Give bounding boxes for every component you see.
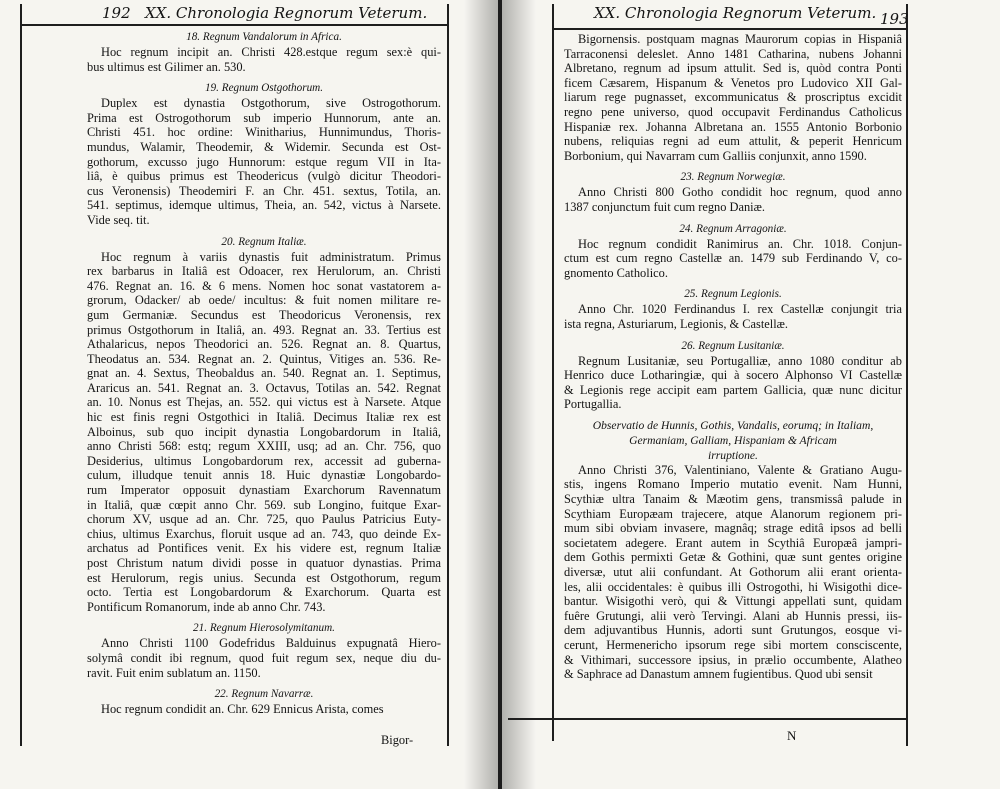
observatio-heading [564, 418, 902, 463]
catchword: Bigor- [381, 733, 414, 747]
section-body [564, 354, 902, 412]
right-margin-rule [447, 4, 449, 746]
text-line: Anno Christi 376, Valentiniano, Valente & Gratiano Augu- [578, 462, 902, 477]
section-title: 21. Regnum Hierosolymitanum. [193, 622, 335, 635]
text-line: dem Gothis permixti Getæ & Gothini, quæ sunt gentes origine [564, 550, 902, 565]
text-line: Henrico duce Lotharingiæ, qui à socero Alphonso VI Castellæ [564, 368, 902, 383]
text-line: Desiderius, ultimus Longobardorum rex, accessit ad guberna- [87, 453, 441, 468]
text-line: Hoc regnum condidit an. Chr. 629 Ennicus Arista, comes [101, 702, 384, 717]
text-line: nubens, reliquias regni ad eum attulit, & peperit Henricum [564, 134, 902, 149]
text-line: liarum rege pugnasset, excommunicatus & proscriptus excidit [564, 90, 902, 105]
text-line: Araricus an. 541. Regnat an. 3. Octavus, Totilas an. 542. Regnat [87, 380, 441, 395]
text-line: liâ, è quibus primus est Theodericus (vulgò dicitur Theodori- [87, 169, 441, 184]
text-line: Athalaricus, nepos Theodorici an. 526. Regnat an. 8. Quartus, [87, 337, 441, 352]
text-line: solymâ condit ibi regnum, quod fuit regum sex, neque diu du- [87, 650, 441, 665]
text-line: mum sibi obviam invasere, magnâq; strage editâ ipsos ad belli [564, 521, 902, 536]
text-line: Vide seq. tit. [87, 212, 150, 227]
text-line: octo. Tertia est Longobardorum & Exarchorum. Quarta est [87, 585, 441, 600]
text-line: bus ultimus est Gilimer an. 530. [87, 59, 246, 74]
text-line: Borbonium, qui Navarram cum Galliis conjunxit, anno 1590. [564, 148, 867, 163]
section-body [564, 32, 902, 163]
text-line: regno pene universo, quod occupavit Ferdinandus Catholicus [564, 104, 902, 119]
section-body [87, 96, 441, 227]
section-body [87, 702, 441, 717]
left-margin-rule [20, 4, 22, 746]
left-margin-rule [552, 4, 554, 741]
text-line: 541. septimus, idemque ultimus, Theia, an. 542, victus à Narsete. [87, 198, 441, 213]
section-title: 25. Regnum Legionis. [684, 288, 782, 301]
section-title: 19. Regnum Ostgothorum. [204, 82, 324, 95]
page-number: 193 [880, 10, 909, 28]
text-line: gothorum, excusso jugo Hunnorum: estque regum VII in Ita- [87, 154, 441, 169]
text-line: an. 10. Nonus est Thejas, an. 552. qui victus est à Narsete. Atque [87, 395, 441, 410]
text-line: rex barbarus in Italiâ est Odoacer, rex Herulorum, an. Christi [87, 264, 441, 279]
text-line: gnat an. 4. Sextus, Theobaldus an. 540. Regnat an. 1. Septimus, [87, 366, 441, 381]
text-line: Pontificum Romanorum, inde ab anno Chr. 743. [87, 599, 326, 614]
text-line: rum Imperator opposuit dynastiam Exarchorum Ravennatum [87, 483, 441, 498]
text-line: Scythiæ ultra Tanaim & Mæotim gens, transmissâ palude in [564, 492, 902, 507]
text-line: ravit. Fuit enim sublatum an. 1150. [87, 665, 261, 680]
gutter-shadow [502, 0, 536, 789]
running-head: XX. Chronologia Regnorum Veterum. [145, 4, 428, 22]
text-line: Duplex est dynastia Ostgothorum, sive Ostrogothorum. [101, 96, 441, 111]
text-line: Hispaniæ rex. Johanna Albretana an. 1555 Antonio Borbonio [564, 119, 902, 134]
text-column [564, 32, 902, 682]
gutter-shadow [464, 0, 498, 789]
text-line: grorum, Odacker/ ab oede/ incultus: & fuit nomen militare re- [87, 293, 441, 308]
text-line: culum, illudque tenuit annis 18. Huic dynastiæ Longobardo- [87, 468, 441, 483]
text-line: & Legionis rege accipit eam partem Gallicia, quæ nunc dicitur [564, 382, 902, 397]
text-line: Bigornensis. postquam magnas Maurorum copias in Hispaniâ [578, 32, 902, 46]
section-body [564, 237, 902, 281]
text-line: chius, ultimus Exarchus, floruit usque ad an. 743, quo deinde Ex- [87, 526, 441, 541]
text-line: anno Christi 568: estq; regum XXIII, usq; ad an. Chr. 756, quo [87, 439, 441, 454]
section-title: 18. Regnum Vandalorum in Africa. [186, 31, 342, 43]
text-line: post Christum natum dividi posse in quatuor dynastias. Prima [87, 556, 441, 570]
text-line: est Herulorum, regis unius. Secunda est Ostgothorum, regum [87, 570, 441, 585]
running-head: XX. Chronologia Regnorum Veterum. [594, 4, 877, 22]
page-number: 192 [102, 4, 131, 22]
text-line: Regnum Lusitaniæ, seu Portugalliæ, anno 1080 conditur ab [578, 353, 902, 368]
section-title: 24. Regnum Arragoniæ. [679, 222, 787, 235]
text-line: les, alii occidentales: è quibus illi Ostrogothi, hi Wisigothi dice- [564, 579, 902, 594]
text-column [87, 30, 441, 717]
text-line: cerunt, Hermenericho ipsorum rege sibi mortem consciscente, [564, 638, 902, 652]
text-line: ista regna, Asturiarum, Legionis, & Castellæ. [564, 316, 789, 331]
left-page [0, 0, 498, 789]
text-line: Scythiam Europæam trajecere, atque Alanorum regionem pri- [564, 506, 902, 521]
section-title: 20. Regnum Italiæ. [221, 235, 307, 248]
bottom-rule [508, 718, 908, 720]
text-line: archatus ad Pontifices venit. Ex his videre est, regnum Italiæ [87, 541, 441, 556]
observatio-title-line: Germaniam, Galliam, Hispaniam & Africam [629, 433, 837, 447]
text-line: stis, ingens Romano Imperio mutatio evenit. Nam Hunni, [564, 477, 902, 492]
section-body [87, 45, 441, 74]
text-line: Tarraconensi deleslet. Anno 1481 Catharina, nubens Johanni [564, 46, 902, 61]
text-line: Anno Christi 800 Gotho condidit hoc regnum, quod anno [578, 185, 902, 200]
text-line: Hoc regnum à variis dynastis fuit administratum. Primus [101, 249, 441, 264]
text-line: Christi 451. hoc ordine: Winitharius, Hunnimundus, Thoris- [87, 125, 441, 140]
section-title: 26. Regnum Lusitaniæ. [681, 339, 785, 352]
right-margin-rule [906, 4, 908, 746]
text-line: chorum XV, usque ad an. Chr. 725, quo Paulus Patricius Euty- [87, 512, 441, 527]
text-line: Theodatus an. 534. Regnat an. 2. Quintus, Vitiges an. 536. Re- [87, 351, 441, 366]
text-line: diversæ, utut alii confundant. At Gothorum alii erant orienta- [564, 565, 902, 580]
observatio-title-line: Observatio de Hunnis, Gothis, Vandalis, eorumq; in Italiam, [592, 418, 874, 432]
text-line: 1387 conjunctum fuit cum regno Daniæ. [564, 199, 765, 214]
section-title: 22. Regnum Navarræ. [214, 688, 314, 701]
text-line: 476. Regnat an. 16. & 6 mens. Nomen hoc sonat vastatorem a- [87, 278, 441, 293]
text-line: ctum est cum regno Castellæ an. 1479 sub Ferdinando V, co- [564, 251, 902, 266]
section-body [564, 302, 902, 331]
section-body [564, 185, 902, 214]
signature-mark: N [787, 728, 797, 743]
text-line: Albretano, regnum ad ipsum attulit. Sed is, quòd contra Ponti [564, 61, 902, 76]
header-rule [552, 28, 908, 30]
text-line: societatem adegere. Erant autem in Scythiâ Europæâ jampri- [564, 535, 902, 550]
text-line: dem adjuvantibus Hunnis, adorti sunt Grutungos, eosque vi- [564, 623, 902, 638]
text-line: & Saphrace ad Danastum amnem fugientibus. Quod ubi sensit [564, 667, 873, 682]
section-title: 23. Regnum Norwegiæ. [680, 171, 786, 184]
text-line: bantur. Wisigothi verò, qui & Vittungi appellati sunt, quidam [564, 594, 902, 609]
section-body [87, 636, 441, 680]
text-line: in Italiâ, quæ cœpit anno Chr. 569. sub Longino, fuitque Exar- [87, 497, 441, 512]
text-line: Anno Chr. 1020 Ferdinandus I. rex Castellæ conjungit tria [578, 302, 902, 317]
text-line: gum Germaniæ. Secundus est Theodoricus Veronensis, rex [87, 307, 441, 322]
section-body [564, 463, 902, 682]
text-line: Hoc regnum incipit an. Christi 428.estque regum sex:è qui- [101, 45, 441, 59]
text-line: Prima est Ostrogothorum sub imperio Hunnorum, ante an. [87, 110, 441, 125]
text-line: primus Ostgothorum in Italiâ, an. 493. Regnat an. 33. Tertius est [87, 322, 441, 337]
text-line: gnomento Catholico. [564, 265, 668, 280]
text-line: Portugallia. [564, 397, 622, 412]
section-body [87, 250, 441, 615]
right-page [502, 0, 1000, 789]
text-line: & Vithimari, successore ipsius, in prælio occumbente, Alatheo [564, 652, 902, 667]
text-line: ficem Cæsarem, Hispanum & Venetos pro Ludovico XII Gal- [564, 75, 902, 90]
text-line: mundus, Walamir, Theodemir, & Widemir. Secunda est Ost- [87, 139, 441, 154]
text-line: Hoc regnum condidit Ranimirus an. Chr. 1018. Conjun- [578, 236, 902, 251]
observatio-title-line: irruptione. [708, 448, 758, 462]
text-line: Alboinus, sub quo incipit dynastia Longobardorum in Italiâ, [87, 424, 441, 439]
text-line: fuêre Grutungi, alii verò Tervingi. Alani ab Hunnis pressi, iis- [564, 608, 902, 623]
header-rule [20, 24, 449, 26]
text-line: Anno Christi 1100 Godefridus Balduinus expugnatâ Hiero- [101, 636, 441, 651]
text-line: cus Veronensis) Theodemiri F. an Chr. 451. sextus, Totila, an. [87, 183, 441, 198]
text-line: hic est finis regni Ostgothici in Italiâ. Decimus Italiæ rex est [87, 410, 441, 425]
